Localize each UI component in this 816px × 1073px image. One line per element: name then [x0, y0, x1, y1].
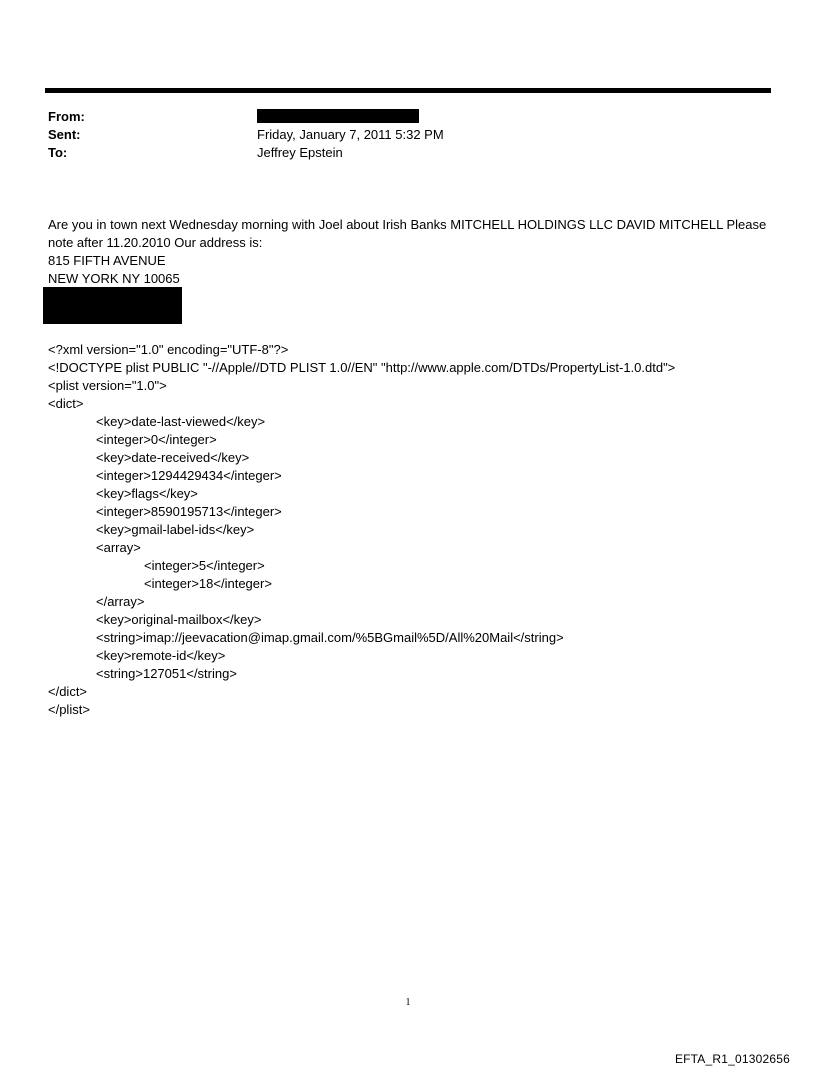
xml-line: <array>	[96, 540, 141, 555]
redaction-bar	[257, 109, 419, 123]
page-number: 1	[405, 997, 411, 1008]
xml-dict-open: <dict>	[48, 396, 84, 411]
xml-line: <string>127051</string>	[96, 666, 237, 681]
xml-doctype: <!DOCTYPE plist PUBLIC "-//Apple//DTD PLIST 1.0//EN" "http://www.apple.com/DTDs/PropertyList-1.0.dtd">	[48, 360, 676, 375]
address-line-1: 815 FIFTH AVENUE	[48, 253, 166, 268]
from-label: From:	[48, 109, 85, 124]
xml-line: <integer>5</integer>	[144, 558, 265, 573]
address-line-2: NEW YORK NY 10065	[48, 271, 180, 286]
xml-line: <integer>0</integer>	[96, 432, 217, 447]
to-row	[48, 144, 748, 162]
plist-xml	[48, 341, 778, 719]
to-label: To:	[48, 145, 68, 160]
xml-line: <key>gmail-label-ids</key>	[96, 522, 255, 537]
xml-dict-close: </dict>	[48, 684, 88, 699]
top-rule	[45, 88, 771, 93]
xml-line: </array>	[96, 594, 145, 609]
xml-plist-close: </plist>	[48, 702, 90, 717]
to-value: Jeffrey Epstein	[257, 145, 343, 160]
sent-row	[48, 126, 748, 144]
redaction-block	[43, 287, 182, 324]
xml-plist-open: <plist version="1.0">	[48, 378, 167, 393]
document-id: EFTA_R1_01302656	[674, 1052, 790, 1066]
xml-line: <key>date-last-viewed</key>	[96, 414, 266, 429]
xml-line: <key>original-mailbox</key>	[96, 612, 262, 627]
message-text: Are you in town next Wednesday morning with Joel about Irish Banks MITCHELL HOLDINGS LLC DAVID MITCHELL Please note after 11.20.2010 Our address is:	[48, 217, 770, 250]
from-value	[257, 108, 748, 126]
xml-line: <key>date-received</key>	[96, 450, 250, 465]
xml-declaration: <?xml version="1.0" encoding="UTF-8"?>	[48, 342, 289, 357]
xml-line: <key>remote-id</key>	[96, 648, 226, 663]
sent-label: Sent:	[48, 127, 81, 142]
email-header	[48, 108, 748, 162]
sent-value: Friday, January 7, 2011 5:32 PM	[257, 127, 444, 142]
email-body	[48, 216, 778, 288]
xml-line: <integer>8590195713</integer>	[96, 504, 282, 519]
xml-line: <key>flags</key>	[96, 486, 198, 501]
from-row	[48, 108, 748, 126]
xml-line: <integer>18</integer>	[144, 576, 272, 591]
xml-line: <string>imap://jeevacation@imap.gmail.com/%5BGmail%5D/All%20Mail</string>	[96, 630, 564, 645]
xml-line: <integer>1294429434</integer>	[96, 468, 282, 483]
